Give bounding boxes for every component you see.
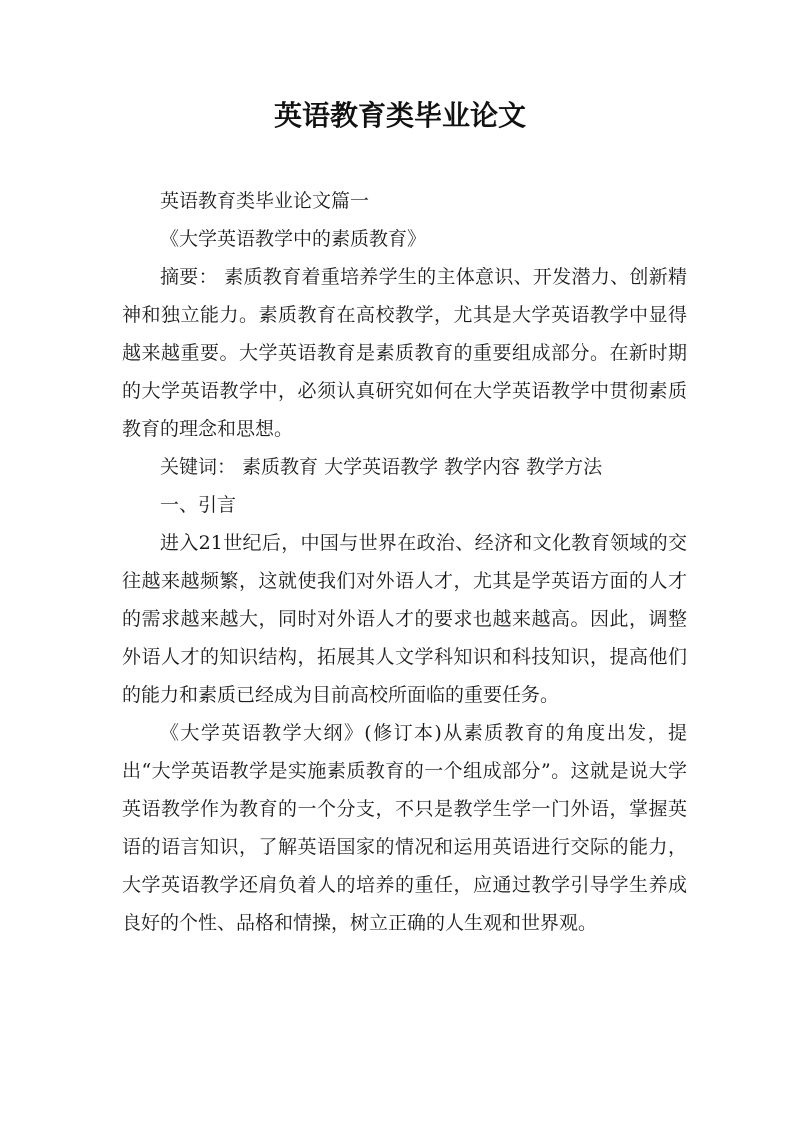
document-body [122,182,687,942]
body-paragraph: 《大学英语教学大纲》(修订本)从素质教育的角度出发，提出“大学英语教学是实施素质教育的一个组成部分”。这就是说大学英语教学作为教育的一个分支，不只是教学生学一门外语，掌握英语的语言知识，了解英语国家的情况和运用英语进行交际的能力，大学英语教学还肩负着人的培养的重任，应通过教学引导学生养成良好的个性、品格和情操，树立正确的人生观和世界观。 [122,722,687,934]
introduction-heading: 一、引言 [160,494,237,516]
section-heading: 英语教育类毕业论文篇一 [160,190,370,212]
keywords-line: 关键词： 素质教育 大学英语教学 教学内容 教学方法 [160,456,603,478]
body-paragraph: 进入21世纪后，中国与世界在政治、经济和文化教育领域的交往越来越频繁，这就使我们对外语人才，尤其是学英语方面的人才的需求越来越大，同时对外语人才的要求也越来越高。因此，调整外语人才的知识结构，拓展其人文学科知识和科技知识，提高他们的能力和素质已经成为目前高校所面临的重要任务。 [122,532,687,706]
document-title: 英语教育类毕业论文 [273,99,526,132]
article-title: 《大学英语教学中的素质教育》 [160,228,427,250]
abstract-paragraph: 摘要： 素质教育着重培养学生的主体意识、开发潜力、创新精神和独立能力。素质教育在高校教学，尤其是大学英语教学中显得越来越重要。大学英语教育是素质教育的重要组成部分。在新时期的大学英语教学中，必须认真研究如何在大学英语教学中贯彻素质教育的理念和思想。 [122,266,687,440]
